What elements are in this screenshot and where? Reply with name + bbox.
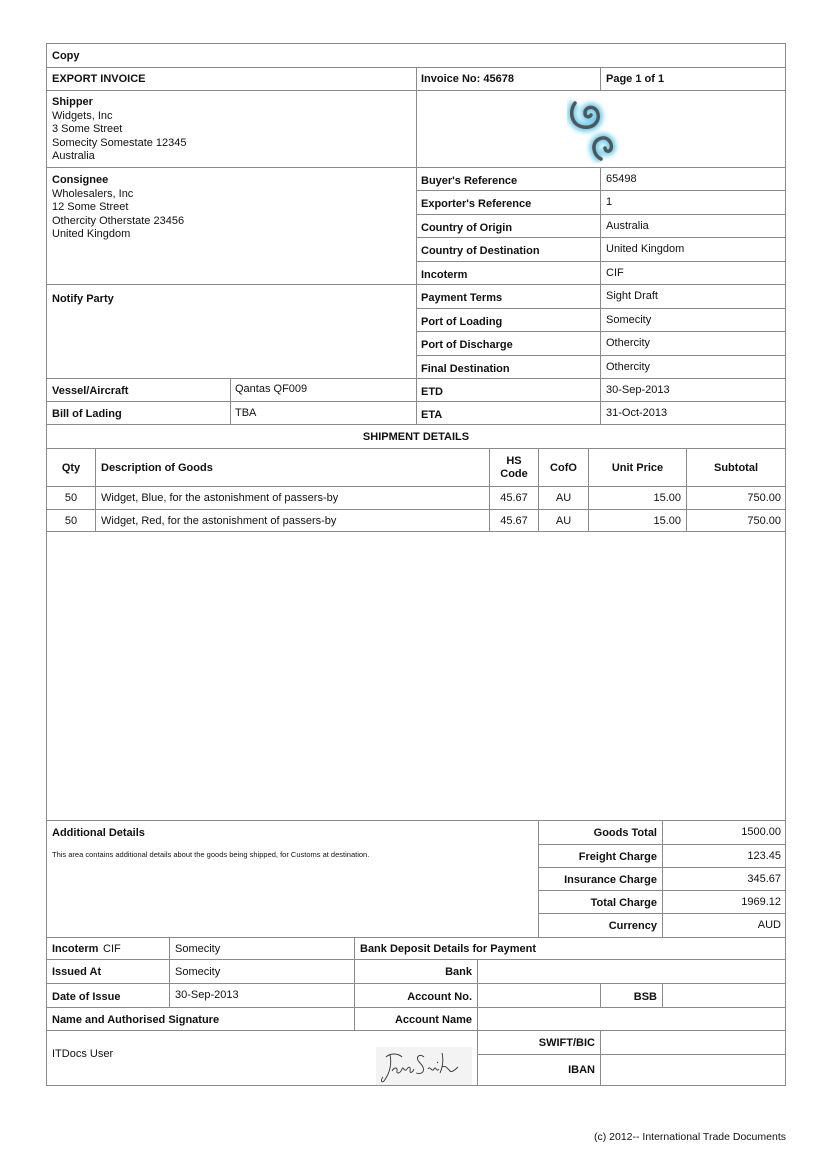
row-subtotal: 750.00	[747, 492, 781, 504]
reference-label: Country of Destination	[421, 245, 540, 257]
row-subtotal-cell	[686, 509, 786, 533]
col-unit-price	[588, 448, 687, 487]
shipper-line: Somecity Somestate 12345	[52, 136, 187, 149]
reference-value: Sight Draft	[606, 290, 658, 302]
account-name-label: Account Name	[394, 1014, 472, 1026]
col-unit-price-label: Unit Price	[611, 462, 664, 474]
reference-label: Country of Origin	[421, 222, 513, 234]
col-subtotal-label: Subtotal	[714, 462, 758, 474]
bsb-label: BSB	[633, 991, 657, 1003]
row-subtotal: 750.00	[747, 515, 781, 527]
col-cofo-label: CofO	[550, 462, 577, 474]
total-label-cell	[538, 844, 663, 869]
reference-label: Port of Loading	[421, 316, 503, 328]
col-qty-label: Qty	[61, 462, 81, 474]
reference-value-cell	[600, 237, 786, 262]
reference-label: Port of Discharge	[421, 339, 513, 351]
col-hs	[489, 448, 539, 487]
total-value: 123.45	[747, 850, 781, 862]
bank-label: Bank	[445, 966, 472, 978]
reference-label-cell	[416, 355, 601, 379]
reference-label: ETA	[421, 409, 443, 421]
col-desc	[95, 448, 490, 487]
row-desc: Widget, Blue, for the astonishment of passers-by	[101, 492, 339, 504]
shipper-line: Widgets, Inc	[52, 109, 113, 122]
reference-value-cell	[600, 284, 786, 309]
footer-copyright: (c) 2012-- International Trade Documents	[593, 1131, 786, 1143]
row-cofo-cell	[538, 486, 589, 510]
col-hs-label-2: Code	[500, 468, 528, 480]
reference-label-cell	[416, 237, 601, 262]
total-label: Insurance Charge	[564, 874, 657, 886]
document-title-cell	[46, 67, 417, 91]
row-unit-cell	[588, 509, 687, 533]
total-label-cell	[538, 913, 663, 938]
total-label: Goods Total	[593, 827, 657, 839]
total-value: 1500.00	[741, 826, 781, 838]
incoterm-place-cell	[169, 937, 355, 960]
consignee-line: Othercity Otherstate 23456	[52, 214, 185, 227]
row-hs: 45.67	[500, 515, 528, 527]
bol-label: Bill of Lading	[52, 408, 122, 420]
total-value: AUD	[757, 919, 781, 931]
spiral-logo-icon	[567, 97, 627, 163]
shipment-title-cell	[46, 424, 786, 449]
row-unit-price: 15.00	[653, 515, 681, 527]
row-qty-cell	[46, 486, 96, 510]
account-name-field[interactable]	[477, 1007, 786, 1031]
total-value: 1969.12	[741, 896, 781, 908]
reference-value: 1	[606, 196, 613, 208]
iban-label: IBAN	[568, 1064, 595, 1076]
reference-value: CIF	[606, 267, 624, 279]
reference-value-cell	[600, 167, 786, 191]
bank-label-cell	[354, 959, 478, 984]
shipper-label: Shipper	[52, 96, 93, 108]
total-label: Currency	[608, 920, 657, 932]
account-no-field[interactable]	[477, 983, 601, 1008]
row-cofo: AU	[555, 492, 572, 504]
swift-label-cell	[477, 1030, 601, 1055]
row-cofo-cell	[538, 509, 589, 533]
reference-label-cell	[416, 214, 601, 238]
reference-label: Buyer's Reference	[421, 175, 518, 187]
issued-at-label-cell	[46, 959, 170, 984]
account-no-label-cell	[354, 983, 478, 1008]
page-number: Page 1 of 1	[606, 73, 665, 85]
total-label: Freight Charge	[578, 851, 657, 863]
reference-value: Somecity	[606, 314, 652, 326]
col-subtotal	[686, 448, 786, 487]
row-qty: 50	[64, 515, 78, 527]
row-subtotal-cell	[686, 486, 786, 510]
additional-details-text: This area contains additional details about the goods being shipped, for Customs at destination.	[52, 850, 370, 859]
row-desc-cell	[95, 486, 490, 510]
issued-at-label: Issued At	[52, 966, 102, 978]
reference-label-cell	[416, 401, 601, 426]
notify-party-section	[46, 284, 417, 379]
reference-value-cell	[600, 401, 786, 426]
total-value-cell	[662, 913, 786, 938]
reference-label: ETD	[421, 386, 443, 398]
consignee-section	[46, 167, 417, 285]
issued-at-value-cell	[169, 959, 355, 984]
incoterm-label: Incoterm	[52, 943, 99, 955]
total-value-cell	[662, 844, 786, 869]
bank-title-cell	[354, 937, 786, 960]
additional-details-section	[46, 820, 539, 938]
reference-value: United Kingdom	[606, 243, 685, 255]
reference-value: Othercity	[606, 337, 651, 349]
consignee-line: 12 Some Street	[52, 201, 129, 213]
total-label-cell	[538, 867, 663, 892]
total-value-cell	[662, 890, 786, 915]
signature-label: Name and Authorised Signature	[52, 1014, 220, 1026]
issued-at-value: Somecity	[175, 966, 221, 978]
swift-label: SWIFT/BIC	[538, 1037, 595, 1049]
additional-details-label: Additional Details	[52, 827, 145, 839]
row-desc-cell	[95, 509, 490, 533]
bol-label-cell	[46, 401, 231, 425]
row-desc: Widget, Red, for the astonishment of passers-by	[101, 515, 337, 527]
vessel-label: Vessel/Aircraft	[52, 385, 129, 397]
row-qty-cell	[46, 509, 96, 533]
vessel-value: Qantas QF009	[235, 383, 308, 395]
reference-value-cell	[600, 261, 786, 285]
invoice-number: Invoice No: 45678	[421, 73, 514, 85]
reference-value-cell	[600, 190, 786, 215]
page-number-cell	[600, 67, 786, 91]
signature-image	[376, 1047, 472, 1085]
total-value: 345.67	[747, 873, 781, 885]
incoterm-place: Somecity	[175, 943, 221, 955]
bol-value-cell	[230, 401, 417, 425]
total-label-cell	[538, 890, 663, 915]
reference-value-cell	[600, 355, 786, 379]
reference-label-cell	[416, 308, 601, 332]
account-no-label: Account No.	[407, 991, 472, 1003]
col-desc-label: Description of Goods	[101, 462, 213, 474]
row-cofo: AU	[555, 515, 572, 527]
col-hs-label-1: HS	[506, 455, 522, 467]
reference-label: Incoterm	[421, 269, 468, 281]
reference-label: Final Destination	[421, 363, 510, 375]
swift-field[interactable]	[600, 1030, 786, 1055]
date-of-issue-value: 30-Sep-2013	[175, 989, 239, 1001]
reference-value: 31-Oct-2013	[606, 407, 668, 419]
col-qty	[46, 448, 96, 487]
bol-value: TBA	[235, 407, 257, 419]
bsb-field[interactable]	[662, 983, 786, 1008]
iban-field[interactable]	[600, 1054, 786, 1086]
account-name-label-cell	[354, 1007, 478, 1031]
signature-icon	[376, 1047, 472, 1085]
col-cofo	[538, 448, 589, 487]
incoterm-value: CIF	[103, 943, 121, 955]
signature-label-cell	[46, 1007, 355, 1031]
copy-row	[46, 43, 786, 68]
bank-value-field[interactable]	[477, 959, 786, 984]
shipper-line: 3 Some Street	[52, 123, 123, 135]
consignee-line: United Kingdom	[52, 228, 131, 240]
reference-label: Exporter's Reference	[421, 198, 532, 210]
date-value-cell	[169, 983, 355, 1008]
reference-label-cell	[416, 261, 601, 285]
iban-label-cell	[477, 1054, 601, 1086]
total-label: Total Charge	[590, 897, 657, 909]
row-hs-cell	[489, 509, 539, 533]
invoice-number-cell	[416, 67, 601, 91]
notify-party-label: Notify Party	[52, 293, 114, 305]
reference-label-cell	[416, 190, 601, 215]
total-label-cell	[538, 820, 663, 845]
reference-label: Payment Terms	[421, 292, 503, 304]
bank-title: Bank Deposit Details for Payment	[360, 943, 537, 955]
goods-empty-area	[46, 531, 786, 821]
shipper-line: Australia	[52, 150, 95, 162]
date-label-cell	[46, 983, 170, 1008]
logo-cell	[416, 90, 786, 168]
row-hs: 45.67	[500, 492, 528, 504]
reference-value: 65498	[606, 173, 637, 185]
consignee-label: Consignee	[52, 174, 109, 186]
reference-value-cell	[600, 308, 786, 332]
reference-value-cell	[600, 214, 786, 238]
signature-area	[46, 1030, 478, 1086]
reference-value-cell	[600, 331, 786, 356]
reference-label-cell	[416, 331, 601, 356]
row-unit-cell	[588, 486, 687, 510]
bsb-label-cell	[600, 983, 663, 1008]
document-title: EXPORT INVOICE	[52, 73, 146, 85]
total-value-cell	[662, 820, 786, 845]
reference-value-cell	[600, 378, 786, 402]
row-hs-cell	[489, 486, 539, 510]
row-qty: 50	[64, 492, 78, 504]
vessel-value-cell	[230, 378, 417, 402]
date-of-issue-label: Date of Issue	[52, 991, 121, 1003]
vessel-label-cell	[46, 378, 231, 402]
signatory-name: ITDocs User	[52, 1048, 114, 1060]
reference-value: Australia	[606, 220, 649, 232]
consignee-line: Wholesalers, Inc	[52, 187, 134, 200]
reference-value: Othercity	[606, 361, 651, 373]
shipment-title: SHIPMENT DETAILS	[362, 431, 470, 443]
total-value-cell	[662, 867, 786, 892]
reference-label-cell	[416, 167, 601, 191]
copy-label: Copy	[52, 50, 80, 62]
reference-value: 30-Sep-2013	[606, 384, 670, 396]
shipper-section	[46, 90, 417, 168]
row-unit-price: 15.00	[653, 492, 681, 504]
incoterm-cell	[46, 937, 170, 960]
reference-label-cell	[416, 284, 601, 309]
reference-label-cell	[416, 378, 601, 402]
